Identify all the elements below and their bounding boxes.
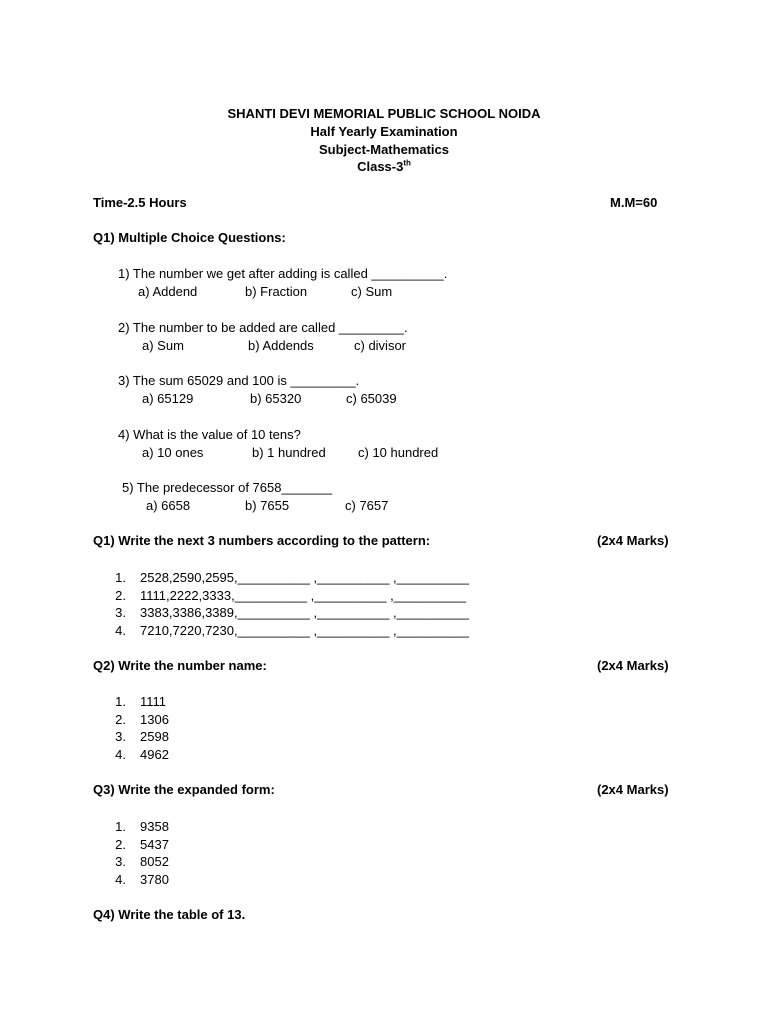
mcq-option: b) 65320 <box>250 391 302 406</box>
max-marks-label: M.M=60 <box>610 195 658 210</box>
pattern-row: 1111,2222,3333,__________ ,__________ ,__________ <box>140 588 467 603</box>
expanded-item: 9358 <box>140 819 169 834</box>
number-name-marks: (2x4 Marks) <box>597 658 669 673</box>
list-marker: 2. <box>115 588 126 603</box>
class-title <box>0 159 768 175</box>
list-marker: 3. <box>115 605 126 620</box>
pattern-marks: (2x4 Marks) <box>597 533 669 548</box>
mcq-heading: Q1) Multiple Choice Questions: <box>93 230 286 245</box>
mcq-option: a) 6658 <box>146 498 191 513</box>
exam-title: Half Yearly Examination <box>310 124 458 139</box>
list-marker: 1. <box>115 570 126 585</box>
number-item: 2598 <box>140 729 169 744</box>
mcq-question: 3) The sum 65029 and 100 is _________. <box>118 373 360 388</box>
expanded-marks: (2x4 Marks) <box>597 782 669 797</box>
mcq-option: b) Fraction <box>245 284 308 299</box>
number-item: 1306 <box>140 712 169 727</box>
mcq-option: a) Addend <box>138 284 198 299</box>
pattern-row: 7210,7220,7230,__________ ,__________ ,__________ <box>140 623 469 638</box>
list-marker: 3. <box>115 729 126 744</box>
mcq-option: c) 7657 <box>345 498 389 513</box>
school-name: SHANTI DEVI MEMORIAL PUBLIC SCHOOL NOIDA <box>227 106 541 121</box>
mcq-option: b) 7655 <box>245 498 290 513</box>
mcq-option: c) 65039 <box>346 391 397 406</box>
expanded-heading: Q3) Write the expanded form: <box>93 782 275 797</box>
pattern-row: 3383,3386,3389,__________ ,__________ ,__________ <box>140 605 469 620</box>
mcq-option: a) 65129 <box>142 391 194 406</box>
pattern-heading: Q1) Write the next 3 numbers according to the pattern: <box>93 533 431 548</box>
mcq-option: c) 10 hundred <box>358 445 439 460</box>
pattern-row: 2528,2590,2595,__________ ,__________ ,__________ <box>140 570 469 585</box>
mcq-question: 1) The number we get after adding is called __________. <box>118 266 448 281</box>
expanded-item: 3780 <box>140 872 169 887</box>
mcq-option: b) Addends <box>248 338 314 353</box>
time-label: Time-2.5 Hours <box>93 195 187 210</box>
table-heading: Q4) Write the table of 13. <box>93 907 246 922</box>
list-marker: 4. <box>115 623 126 638</box>
list-marker: 1. <box>115 819 126 834</box>
mcq-option: b) 1 hundred <box>252 445 326 460</box>
expanded-item: 8052 <box>140 854 169 869</box>
expanded-item: 5437 <box>140 837 169 852</box>
list-marker: 1. <box>115 694 126 709</box>
mcq-option: c) divisor <box>354 338 407 353</box>
mcq-option: a) Sum <box>142 338 184 353</box>
list-marker: 3. <box>115 854 126 869</box>
class-superscript: th <box>403 158 411 168</box>
list-marker: 4. <box>115 872 126 887</box>
subject-title: Subject-Mathematics <box>318 142 450 157</box>
mcq-option: c) Sum <box>351 284 393 299</box>
list-marker: 2. <box>115 837 126 852</box>
mcq-question: 2) The number to be added are called _________. <box>118 320 408 335</box>
list-marker: 2. <box>115 712 126 727</box>
number-item: 1111 <box>140 694 167 709</box>
number-name-heading: Q2) Write the number name: <box>93 658 267 673</box>
mcq-option: a) 10 ones <box>142 445 204 460</box>
number-item: 4962 <box>140 747 169 762</box>
list-marker: 4. <box>115 747 126 762</box>
class-label: Class-3 <box>357 159 404 174</box>
mcq-question: 5) The predecessor of 7658_______ <box>122 480 333 495</box>
mcq-question: 4) What is the value of 10 tens? <box>118 427 301 442</box>
